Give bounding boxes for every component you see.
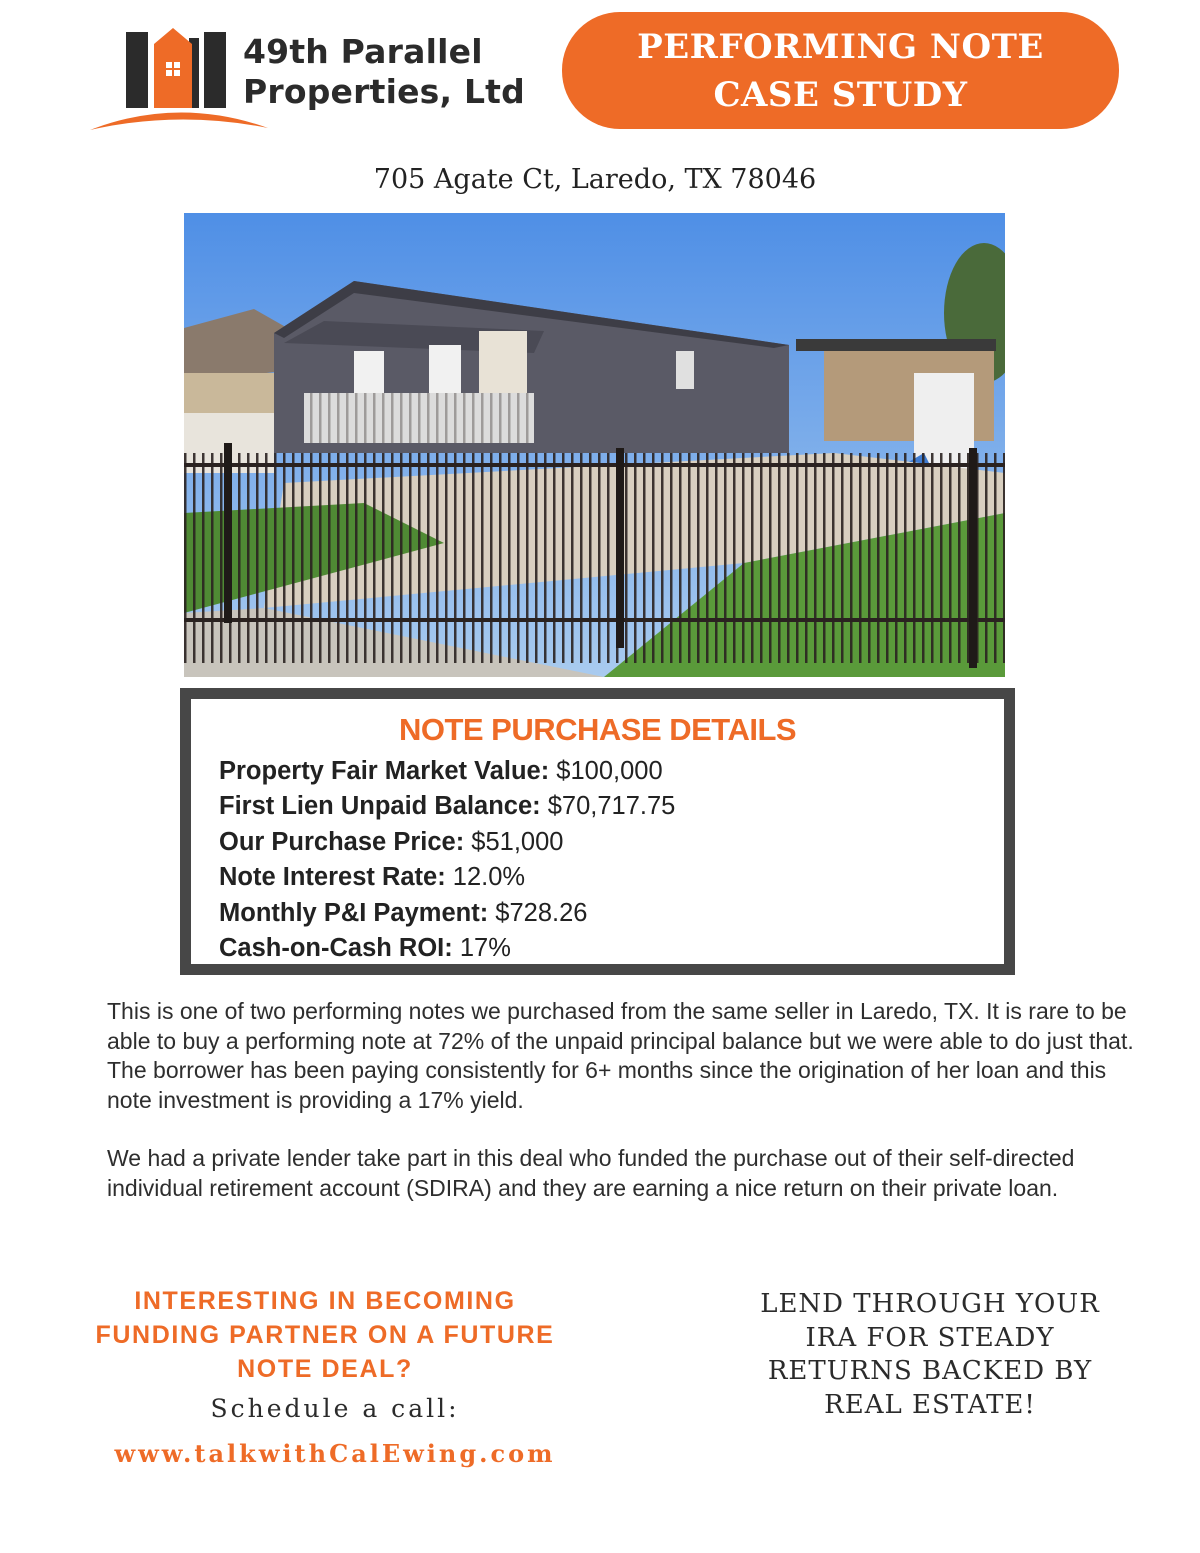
detail-row-purchase-price — [219, 825, 675, 860]
cta-left-line2: FUNDING PARTNER ON A FUTURE — [95, 1321, 555, 1349]
cta-right-line3: RETURNS BACKED BY — [767, 1356, 1093, 1387]
detail-row-unpaid-balance — [219, 789, 675, 824]
description-paragraph-1: This is one of two performing notes we purchased from the same seller in Laredo, TX. It is rare to be able to buy a performing note at 72% of the unpaid principal balance but we were able to do just that. The borrower has been paying consistently for 6+ months since the origination of her loan and this note investment is providing a 17% yield. — [107, 998, 1134, 1113]
detail-value: $100,000 — [549, 757, 663, 785]
badge-line1: PERFORMING NOTE — [637, 26, 1044, 67]
detail-row-monthly-payment — [219, 896, 675, 931]
property-photo — [184, 213, 1005, 677]
schedule-call-label: Schedule a call: — [210, 1394, 460, 1423]
detail-label: Our Purchase Price: — [219, 827, 465, 856]
cta-right-line1: LEND THROUGH YOUR — [760, 1289, 1100, 1319]
detail-label: Cash-on-Cash ROI: — [219, 934, 453, 963]
detail-value: 12.0% — [445, 863, 526, 892]
badge-line2: CASE STUDY — [713, 74, 968, 115]
ira-lending-tagline — [730, 1288, 1130, 1422]
detail-value: $51,000 — [464, 827, 564, 856]
note-purchase-details-box — [180, 688, 1015, 975]
detail-value: $728.26 — [488, 898, 588, 927]
detail-label: Monthly P&I Payment: — [219, 898, 489, 927]
company-logo — [88, 24, 548, 136]
cta-left-line1: INTERESTING IN BECOMING — [134, 1287, 516, 1315]
case-study-badge — [562, 12, 1119, 129]
detail-value: $70,717.75 — [540, 792, 676, 821]
cta-right-line4: REAL ESTATE! — [824, 1389, 1036, 1420]
company-name-line2: Properties, Ltd — [243, 72, 525, 111]
detail-label: Property Fair Market Value: — [219, 757, 550, 785]
cta-left-line3: NOTE DEAL? — [237, 1355, 413, 1383]
cta-right-line2: IRA FOR STEADY — [805, 1322, 1055, 1353]
detail-label: Note Interest Rate: — [219, 863, 446, 892]
details-list — [219, 754, 675, 966]
detail-row-roi — [219, 931, 675, 966]
detail-row-fair-market-value — [219, 754, 675, 789]
details-title: NOTE PURCHASE DETAILS — [398, 712, 797, 747]
description-paragraph-2: We had a private lender take part in this deal who funded the purchase out of their self-directed individual retirement account (SDIRA) and they are earning a nice return on their private loan. — [107, 1145, 1075, 1201]
detail-value: 17% — [452, 934, 511, 963]
detail-label: First Lien Unpaid Balance: — [219, 792, 541, 821]
property-address: 705 Agate Ct, Laredo, TX 78046 — [373, 164, 817, 195]
funding-partner-cta — [60, 1284, 590, 1386]
detail-row-interest-rate — [219, 860, 675, 895]
company-name-line1: 49th Parallel — [243, 32, 483, 71]
website-link[interactable]: www.talkwithCalEwing.com — [114, 1439, 556, 1468]
